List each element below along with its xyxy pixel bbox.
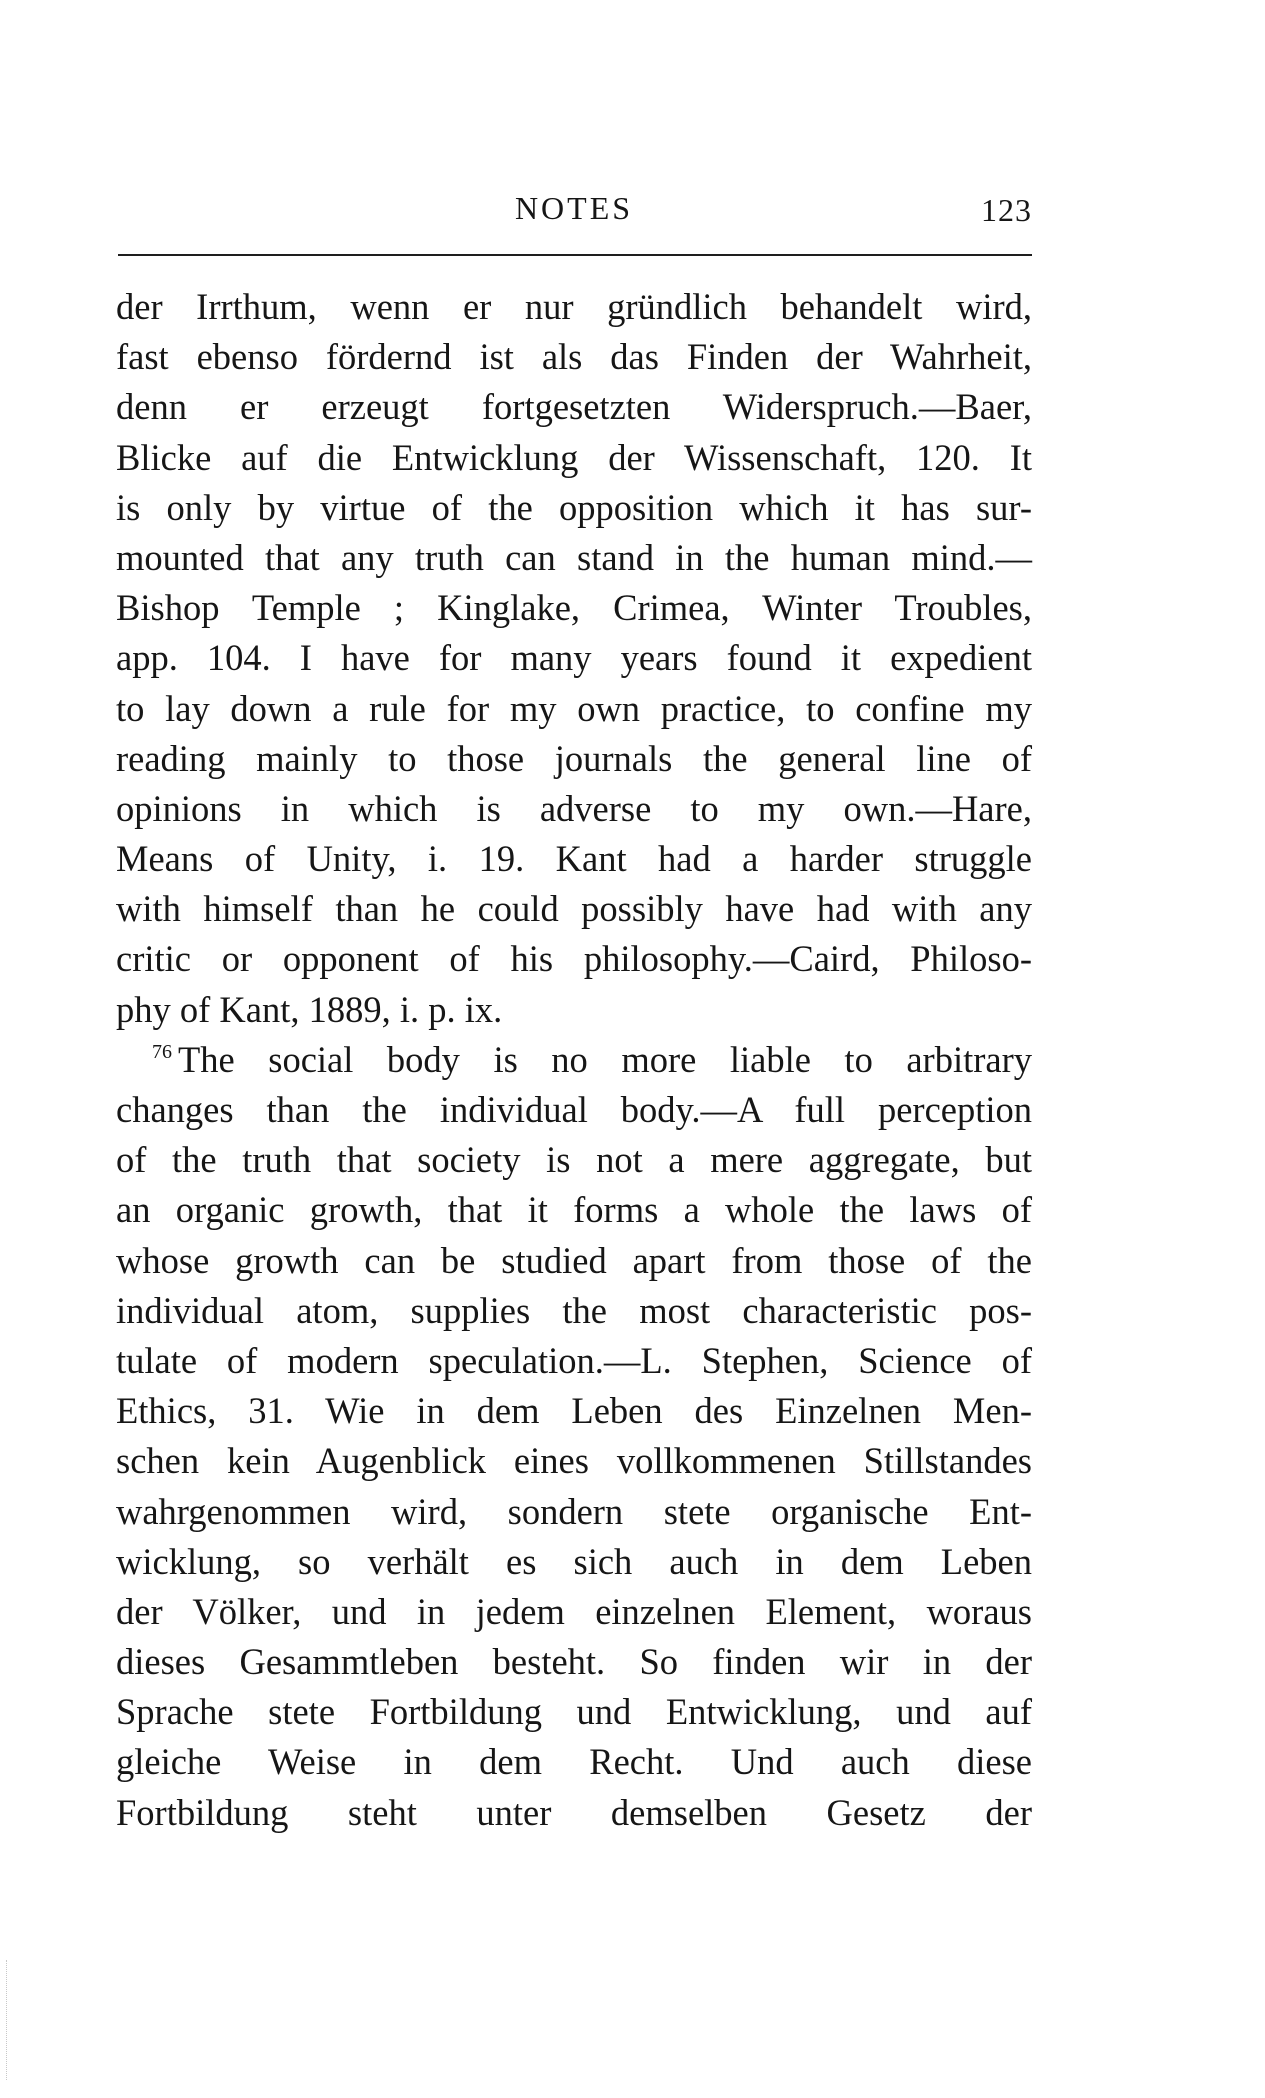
text-line: phy of Kant, 1889, i. p. ix. [116,988,503,1030]
text-line: Ethics, 31. Wie in dem Leben des Einzelnen Men- [116,1390,1032,1432]
note-number-76: 76 [152,1040,172,1063]
text-line: fast ebenso fördernd ist als das Finden der Wahrheit, [116,336,1032,378]
text-line: is only by virtue of the opposition which it has sur- [116,486,1032,528]
text-line: Means of Unity, i. 19. Kant had a harder struggle [116,838,1032,880]
text-line: Fortbildung steht unter demselben Gesetz der [116,1791,1032,1833]
text-line: Blicke auf die Entwicklung der Wissenschaft, 120. It [116,436,1032,478]
running-head [116,190,1032,234]
text-line: der Irrthum, wenn er nur gründlich behandelt wird, [116,286,1032,327]
notes-text [116,282,1032,1838]
header-rule [118,254,1032,256]
text-line: The social body is no more liable to arbitrary [178,1038,1032,1080]
text-line: der Völker, und in jedem einzelnen Element, woraus [116,1590,1032,1632]
text-line: to lay down a rule for my own practice, to confine my [116,687,1032,729]
scan-margin-mark [6,1960,9,2080]
text-line: dieses Gesammtleben besteht. So finden wir in der [116,1641,1032,1683]
text-line: Bishop Temple ; Kinglake, Crimea, Winter Troubles, [116,587,1032,629]
text-line: wahrgenommen wird, sondern stete organische Ent- [116,1490,1032,1532]
text-line: wicklung, so verhält es sich auch in dem Leben [116,1540,1032,1582]
text-line: individual atom, supplies the most characteristic pos- [116,1289,1032,1331]
text-line: mounted that any truth can stand in the human mind.— [116,536,1032,578]
text-line: Sprache stete Fortbildung und Entwicklung, und auf [116,1691,1032,1733]
text-line: whose growth can be studied apart from those of the [116,1239,1032,1281]
text-line: changes than the individual body.—A full perception [116,1089,1032,1130]
text-line: tulate of modern speculation.—L. Stephen, Science of [116,1339,1032,1381]
text-line: an organic growth, that it forms a whole the laws of [116,1189,1032,1231]
text-line: denn er erzeugt fortgesetzten Widerspruch.—Baer, [116,386,1032,428]
text-line: app. 104. I have for many years found it expedient [116,637,1032,679]
running-title: NOTES [514,190,634,226]
text-line: gleiche Weise in dem Recht. Und auch diese [116,1741,1032,1783]
text-line: schen kein Augenblick eines vollkommenen Stillstandes [116,1440,1032,1482]
text-line: reading mainly to those journals the general line of [116,737,1032,779]
text-line: with himself than he could possibly have had with any [116,888,1032,930]
page-number: 123 [981,192,1032,228]
text-line: critic or opponent of his philosophy.—Caird, Philoso- [116,938,1032,980]
text-line: opinions in which is adverse to my own.—Hare, [116,787,1032,829]
text-line: of the truth that society is not a mere aggregate, but [116,1139,1032,1181]
note-76-first-line [116,1035,1032,1085]
